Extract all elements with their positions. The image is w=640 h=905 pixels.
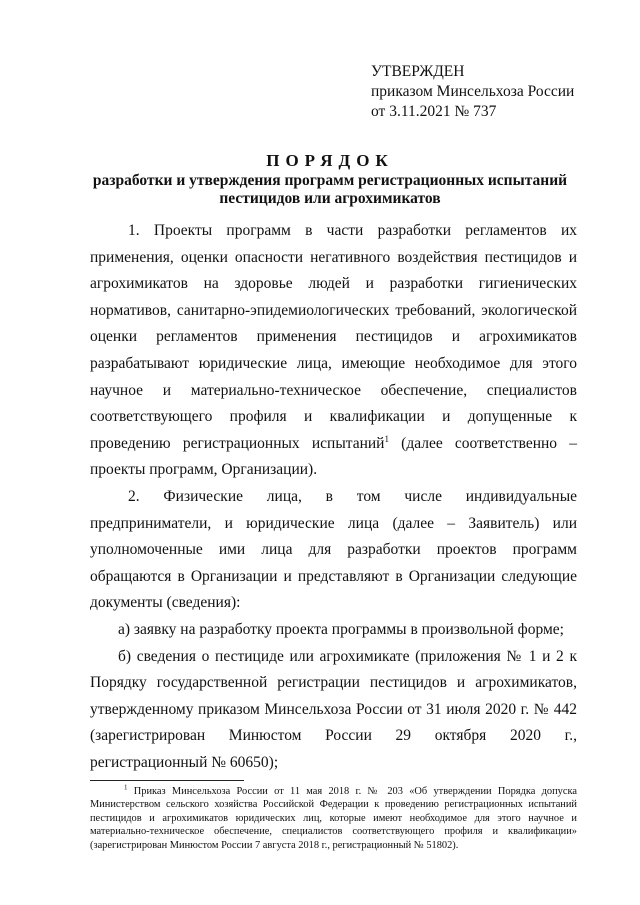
document-body	[90, 218, 577, 776]
list-item-a: а) заявку на разработку проекта программы в произвольной форме;	[118, 620, 564, 638]
approval-line-1: УТВЕРЖДЕН	[371, 63, 465, 80]
title-subtitle-line-2: пестицидов или агрохимикатов	[219, 190, 441, 207]
approval-line-2: приказом Минсельхоза России	[371, 83, 575, 100]
paragraph-2: 2. Физические лица, в том числе индивидуальные предприниматели, и юридические лица (далее – Заявитель) или уполномоченные ими лица для разработки проектов программ обращаются в Организации и представляют в Организации следующие документы (сведения):	[90, 487, 577, 612]
approval-line-3: от 3.11.2021 № 737	[371, 103, 497, 120]
footnote	[90, 785, 577, 852]
footnote-divider	[90, 780, 244, 781]
list-item-b: б) сведения о пестициде или агрохимикате (приложения № 1 и 2 к Порядку государственной регистрации пестицидов и агрохимикатов, утвержденному приказом Минсельхоза России от 31 июля 2020 г. № 442 (зарегистрирован Минюстом России 29 октября 2020 г., регистрационный № 60650);	[90, 647, 577, 771]
document-title	[60, 150, 600, 208]
title-main: ПОРЯДОК	[266, 151, 394, 170]
paragraph-1-text: 1. Проекты программ в части разработки регламентов их применения, оценки опасности негативного воздействия пестицидов и агрохимикатов на здоровье людей и разработки гигиенических нормативов, санитарно-эпидемиологических требований, экологической оценки регламентов применения пестицидов и агрохимикатов разрабатывают юридические лица, имеющие необходимое для этого научное и материально-техническое обеспечение, специалистов соответствующего профиля и квалификации и допущенные к проведению регистрационных испытаний	[90, 222, 577, 452]
footnote-reference: 1	[384, 433, 389, 444]
approval-stamp	[371, 62, 574, 122]
paragraph-1-tail: (далее соответственно – проекты программ, Организации).	[90, 434, 577, 479]
footnote-text: Приказ Минсельхоза России от 11 мая 2018 г. № 203 «Об утверждении Порядка допуска Министерством сельского хозяйства Российской Федерации к проведению регистрационных испытаний пестицидов и агрохимикатов юридических лиц, которые имеют необходимое для этого научное и материально-техническое обеспечение, специалистов соответствующего профиля и квалификации» (зарегистрирован Минюстом России 7 августа 2018 г., регистрационный № 51802).	[90, 786, 577, 851]
title-subtitle-line-1: разработки и утверждения программ регистрационных испытаний	[92, 172, 568, 189]
footnote-mark: 1	[124, 783, 128, 792]
paragraph-1	[90, 218, 577, 484]
